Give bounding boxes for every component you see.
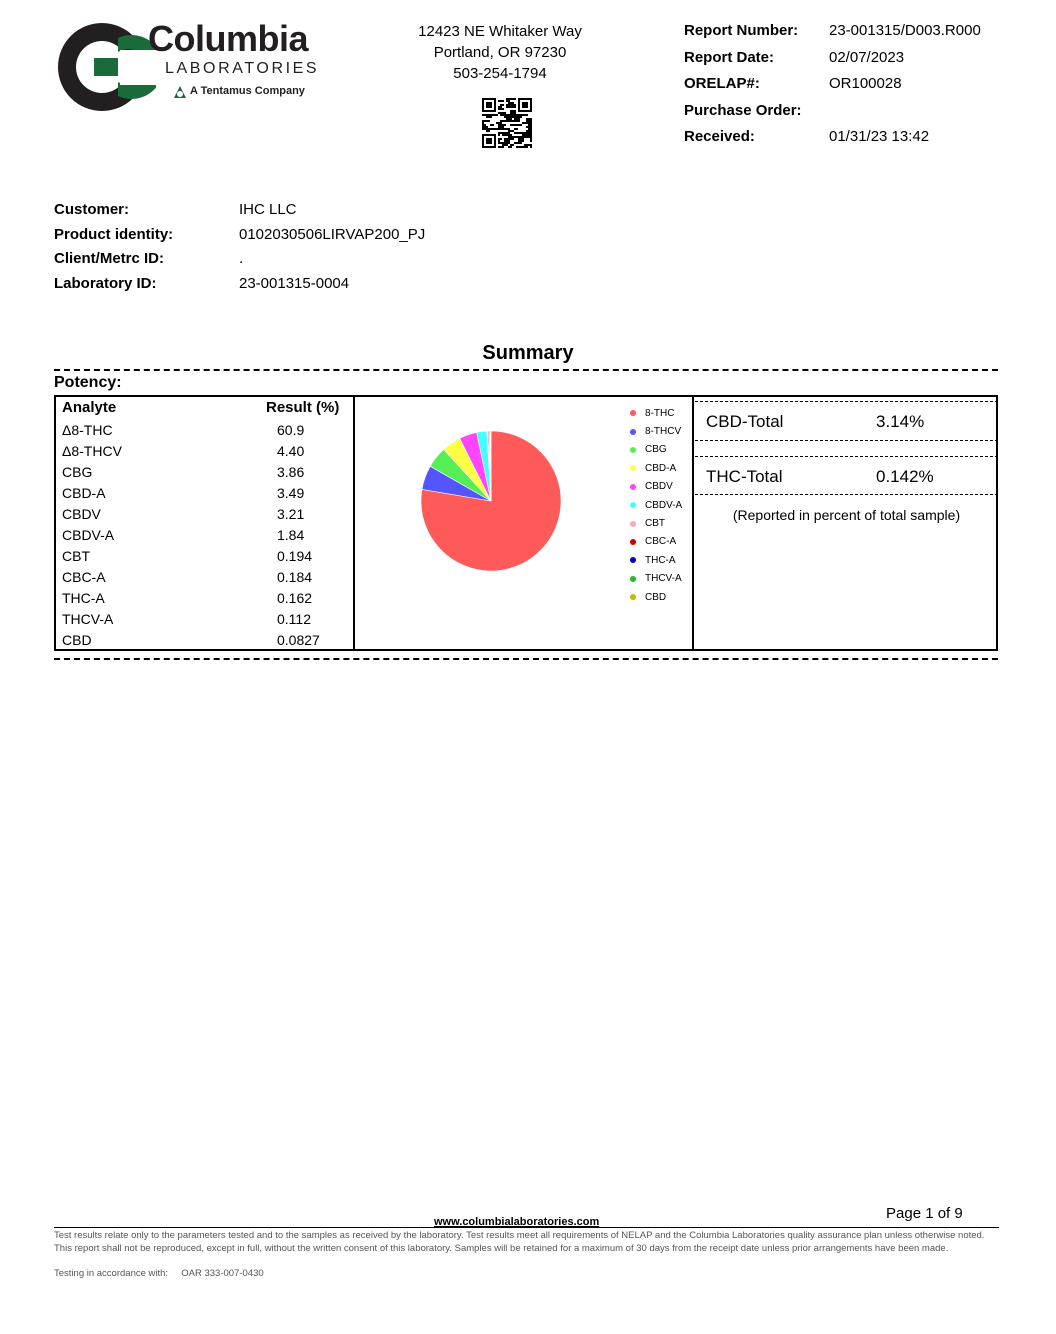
legend-swatch — [630, 447, 636, 453]
legend-swatch — [630, 576, 636, 582]
label-received: Received: — [684, 128, 755, 145]
analyte-result: 3.86 — [277, 464, 305, 480]
accordance-value: OAR 333-007-0430 — [181, 1268, 264, 1279]
analyte-result: 3.21 — [277, 506, 305, 522]
legend-item — [628, 514, 682, 532]
cbd-total-value: 3.14% — [876, 412, 925, 431]
analyte-name: CBT — [62, 548, 90, 564]
legend-label: 8-THC — [645, 407, 675, 419]
legend-item — [628, 551, 682, 569]
label-client-metrc-id: Client/Metrc ID: — [54, 250, 165, 267]
legend-item — [628, 478, 682, 496]
analyte-name: Δ8-THCV — [62, 443, 122, 459]
analyte-result: 0.162 — [277, 590, 313, 606]
divider-table-chart — [353, 395, 355, 651]
totals-dash-4 — [695, 494, 998, 495]
value-customer: IHC LLC — [239, 201, 297, 218]
value-laboratory-id: 23-001315-0004 — [239, 274, 350, 292]
value-purchase-order — [829, 102, 981, 129]
thc-total-label: THC-Total — [706, 467, 783, 486]
legend-swatch — [630, 429, 636, 435]
analyte-result: 0.0827 — [277, 632, 320, 648]
label-customer: Customer: — [54, 201, 130, 218]
analyte-result: 0.112 — [277, 611, 311, 627]
brand-tagline: A Tentamus Company — [190, 85, 305, 97]
potency-pie-chart — [420, 430, 562, 577]
summary-title: Summary — [482, 342, 574, 364]
potency-label: Potency: — [54, 374, 122, 391]
divider-chart-totals — [692, 395, 694, 651]
totals-dash-1 — [695, 401, 998, 402]
legend-item — [628, 533, 682, 551]
legend-label: CBDV-A — [645, 499, 683, 511]
address-phone: 503-254-1794 — [453, 65, 547, 82]
footer-rule — [54, 1227, 999, 1228]
value-orelap: OR100028 — [829, 75, 902, 92]
legend-item — [628, 588, 682, 606]
divider-bottom — [54, 658, 998, 660]
analyte-name: CBDV-A — [62, 527, 115, 543]
analyte-name: CBDV — [62, 506, 101, 522]
label-purchase-order: Purchase Order: — [684, 101, 802, 119]
analyte-result: 60.9 — [277, 422, 305, 438]
analyte-result: 3.49 — [277, 485, 305, 501]
cbd-total-label: CBD-Total — [706, 412, 784, 431]
legend-label: CBD-A — [645, 462, 677, 474]
analyte-name: CBD-A — [62, 485, 106, 501]
analyte-name: THC-A — [62, 590, 105, 606]
legend-item — [628, 441, 682, 459]
customer-labels — [54, 201, 173, 299]
analyte-result: 4.40 — [277, 443, 305, 459]
legend-swatch — [630, 502, 636, 508]
legend-item — [628, 570, 682, 588]
legend-swatch — [630, 539, 636, 545]
legend-label: CBC-A — [645, 536, 677, 548]
columbia-logo-icon — [56, 20, 156, 115]
analyte-name: CBD — [62, 632, 92, 648]
totals-note: (Reported in percent of total sample) — [732, 507, 961, 523]
lab-address — [400, 21, 600, 84]
legend-item — [628, 459, 682, 477]
qr-code — [482, 98, 532, 153]
analyte-name: Δ8-THC — [62, 422, 113, 438]
pie-legend — [628, 404, 682, 606]
legend-label: THC-A — [645, 554, 676, 566]
analyte-name: THCV-A — [62, 611, 114, 627]
value-received: 01/31/23 13:42 — [829, 128, 930, 145]
totals-dash-3 — [695, 456, 998, 457]
tentamus-icon — [172, 84, 188, 105]
address-line2: Portland, OR 97230 — [433, 44, 567, 61]
legend-swatch — [630, 465, 636, 471]
header-analyte: Analyte — [62, 399, 117, 416]
legend-swatch — [630, 521, 636, 527]
label-report-date: Report Date: — [684, 48, 775, 66]
legend-label: CBG — [645, 444, 667, 456]
value-report-number: 23-001315/D003.R000 — [829, 22, 981, 39]
totals-dash-2 — [695, 440, 998, 441]
brand-name: Columbia — [148, 18, 309, 59]
legend-label: CBD — [645, 591, 667, 603]
accordance-label: Testing in accordance with: — [54, 1268, 169, 1279]
divider-top — [54, 369, 998, 371]
legend-swatch — [630, 410, 636, 416]
header-result: Result (%) — [266, 399, 340, 416]
address-line1: 12423 NE Whitaker Way — [418, 23, 582, 40]
label-product-identity: Product identity: — [54, 225, 174, 243]
legend-item — [628, 404, 682, 422]
analyte-name: CBG — [62, 464, 93, 480]
value-report-date: 02/07/2023 — [829, 48, 905, 66]
legend-item — [628, 422, 682, 440]
footer-accordance — [54, 1268, 264, 1279]
customer-values — [239, 201, 425, 299]
thc-total-value: 0.142% — [876, 467, 934, 486]
legend-swatch — [630, 594, 636, 600]
legend-item — [628, 496, 682, 514]
label-laboratory-id: Laboratory ID: — [54, 274, 157, 292]
analyte-name: CBC-A — [62, 569, 106, 585]
brand-sub: LABORATORIES — [165, 60, 320, 77]
legend-swatch — [630, 484, 636, 490]
legend-label: CBT — [645, 518, 665, 530]
legend-label: THCV-A — [645, 573, 682, 585]
label-report-number: Report Number: — [684, 22, 799, 39]
legend-swatch — [630, 557, 636, 563]
value-product-identity: 0102030506LIRVAP200_PJ — [239, 225, 426, 243]
report-values — [829, 22, 981, 155]
footer-disclaimer: Test results relate only to the parameters tested and to the samples as received by the laboratory. Test results meet all requirements of NELAP and the Columbia Laboratories quality assurance plan unless otherwise noted. This report shall not be reproduced, except in full, without the written consent of this laboratory. Samples will be retained for a maximum of 30 days from the receipt date unless prior arrangements have been made. — [54, 1230, 985, 1254]
analyte-result: 1.84 — [277, 527, 305, 543]
footer-url[interactable]: www.columbialaboratories.com — [434, 1216, 600, 1228]
analyte-result: 0.194 — [277, 548, 313, 564]
legend-label: 8-THCV — [645, 426, 682, 438]
page-number: Page 1 of 9 — [886, 1205, 963, 1222]
value-client-metrc-id: . — [239, 250, 244, 267]
report-labels — [684, 22, 802, 155]
legend-label: CBDV — [645, 481, 673, 493]
analyte-result: 0.184 — [277, 569, 313, 585]
label-orelap: ORELAP#: — [684, 75, 760, 92]
